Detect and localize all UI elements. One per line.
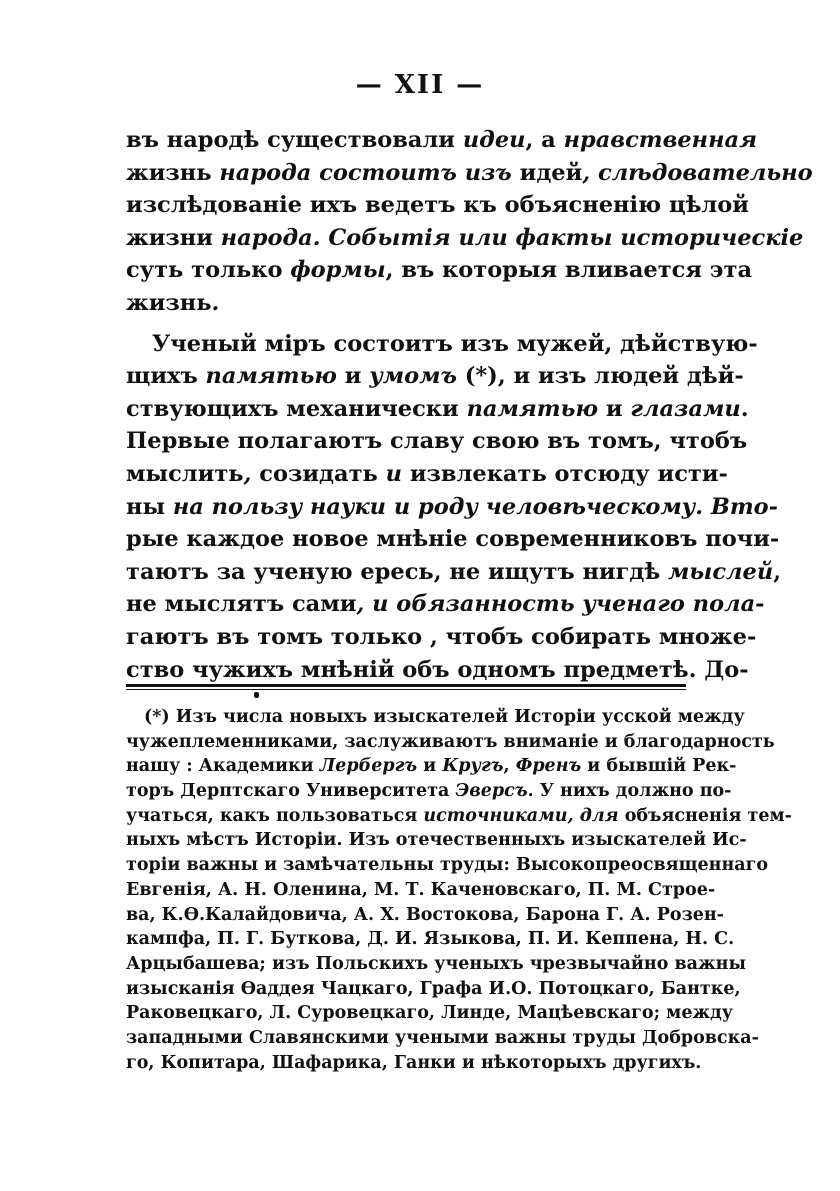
body-line bbox=[126, 458, 728, 491]
text-segment: чужеплеменниками, заслуживаютъ вниманіе и благодарность bbox=[126, 731, 775, 752]
body-line bbox=[126, 556, 782, 589]
footnote-line bbox=[126, 828, 747, 853]
text-segment: ныхъ мѣстъ Исторіи. Изъ отечественныхъ изыскателей Ис- bbox=[126, 830, 747, 851]
footnote-line bbox=[126, 952, 746, 977]
text-segment: ва, К.Ө.Калайдовича, А. Х. Востокова, Барона Г. А. Розен- bbox=[126, 904, 724, 925]
italic-text: Френъ bbox=[515, 756, 582, 777]
text-segment: , bbox=[503, 756, 516, 777]
text-segment: изслѣдованіе ихъ ведетъ къ объясненію цѣлой bbox=[126, 192, 749, 219]
text-segment: Раковецкаго, Л. Суровецкаго, Линде, Мацѣевскаго; между bbox=[126, 1003, 734, 1024]
text-segment: Ученый міръ состоитъ изъ мужей, дѣйствую- bbox=[152, 330, 758, 357]
text-segment: нашу : Академики bbox=[126, 756, 320, 777]
footnote-line bbox=[126, 730, 775, 755]
footnote bbox=[126, 705, 792, 1075]
text-segment: Евгенія, А. Н. Оленина, М. Т. Каченовскаго, П. М. Строе- bbox=[126, 879, 716, 900]
page-number: — XII — bbox=[355, 70, 485, 100]
text-segment: идей bbox=[519, 159, 583, 186]
footnote-line bbox=[126, 705, 745, 730]
text-segment: жизнь bbox=[126, 289, 212, 316]
text-segment: , bbox=[773, 558, 782, 585]
text-segment: ны bbox=[126, 493, 166, 520]
body-line bbox=[126, 588, 765, 621]
text-segment: , въ которыя вливается эта bbox=[385, 257, 753, 284]
text-segment: таютъ за ученую ересь, не ищутъ нигдѣ bbox=[126, 558, 669, 585]
text-segment: , а bbox=[525, 127, 564, 153]
text-segment: западными Славянскими учеными важны труды Добровска- bbox=[126, 1027, 759, 1048]
body-line bbox=[126, 222, 804, 255]
italic-text: Кругъ bbox=[442, 756, 504, 777]
body-line bbox=[126, 328, 758, 361]
text-segment: Первые полагаютъ славу свою въ томъ, чтобъ bbox=[126, 428, 748, 455]
italic-text: нравственная bbox=[563, 127, 757, 153]
divider-mark bbox=[254, 692, 259, 698]
text-segment: го, Копитара, Шафарика, Ганки и нѣкоторыхъ другихъ. bbox=[126, 1052, 702, 1073]
text-segment: торіи важны и замѣчательны труды: Высокопреосвященнаго bbox=[126, 855, 768, 876]
text-segment: созидать bbox=[259, 460, 378, 487]
text-segment: рые каждое новое мнѣніе современниковъ почи- bbox=[126, 526, 780, 553]
body-line bbox=[126, 523, 780, 556]
text-segment: . У нихъ должно по- bbox=[527, 781, 732, 802]
main-text bbox=[126, 124, 813, 686]
italic-text: умомъ bbox=[369, 363, 457, 390]
text-segment: и bbox=[597, 395, 631, 422]
body-line bbox=[126, 157, 813, 190]
text-segment: въ народѣ существовали bbox=[126, 127, 463, 153]
text-segment: учаться, какъ пользоваться bbox=[126, 805, 424, 826]
italic-text: , bbox=[243, 460, 260, 487]
text-segment: ствующихъ механически bbox=[126, 395, 467, 422]
body-line bbox=[126, 124, 757, 157]
italic-text: мыслей bbox=[668, 558, 774, 585]
italic-text: народа состоитъ изъ bbox=[211, 159, 520, 186]
italic-text: памятью bbox=[205, 363, 337, 390]
text-segment: изысканія Өаддея Чацкаго, Графа И.О. Потоцкаго, Бантке, bbox=[126, 978, 741, 999]
text-segment: и bbox=[417, 756, 443, 777]
italic-text: Лербергъ bbox=[319, 756, 418, 777]
italic-text: , слѣдовательно bbox=[582, 159, 813, 186]
text-segment: и бывшій Рек- bbox=[581, 756, 737, 777]
body-line bbox=[126, 360, 744, 393]
italic-text: формы bbox=[290, 257, 386, 284]
italic-text: и bbox=[377, 460, 410, 487]
text-segment: (*) Изъ числа новыхъ изыскателей Исторіи усской между bbox=[144, 707, 745, 727]
text-segment: жизнь bbox=[126, 159, 212, 186]
text-segment: не мыслятъ сами bbox=[126, 591, 357, 618]
italic-text: источниками, для bbox=[423, 805, 619, 826]
footnote-line bbox=[126, 754, 737, 779]
text-segment: и bbox=[336, 363, 370, 390]
footnote-line bbox=[126, 977, 741, 1002]
footnote-line bbox=[126, 1001, 734, 1026]
body-line bbox=[126, 425, 748, 458]
footnote-line bbox=[126, 804, 792, 829]
text-segment: гаютъ въ томъ только , чтобъ собирать множе- bbox=[126, 623, 757, 650]
body-line bbox=[126, 254, 753, 287]
footnote-line bbox=[126, 878, 716, 903]
italic-text: глазами bbox=[630, 395, 741, 422]
text-segment: торъ Дерптскаго Университета bbox=[126, 781, 456, 802]
text-segment: объясненія тем- bbox=[618, 805, 792, 826]
footnote-line bbox=[126, 1051, 702, 1076]
footnote-line bbox=[126, 927, 735, 952]
italic-text: на пользу науки и роду человѣческому. Вто- bbox=[165, 493, 779, 520]
body-line bbox=[126, 189, 749, 222]
footnote-line bbox=[126, 903, 724, 928]
text-segment: жизни bbox=[126, 224, 213, 251]
text-segment: ство чужихъ мнѣній объ одномъ предметѣ. До- bbox=[126, 656, 749, 683]
italic-text: , и обязанность ученаго пола- bbox=[356, 591, 765, 618]
text-segment: суть только bbox=[126, 257, 291, 284]
text-segment: щихъ bbox=[126, 363, 206, 390]
footnote-line bbox=[126, 779, 732, 804]
body-line bbox=[126, 393, 749, 426]
body-line bbox=[126, 621, 757, 654]
footnote-line bbox=[126, 853, 768, 878]
text-segment: мыслить bbox=[126, 460, 244, 487]
italic-text: идеи bbox=[462, 127, 526, 153]
text-segment: извлекать отсюду исти- bbox=[409, 460, 728, 487]
footnote-divider bbox=[126, 684, 686, 690]
italic-text: народа. Событія или факты историческіе bbox=[212, 224, 804, 251]
footnote-line bbox=[126, 1026, 759, 1051]
text-segment: . bbox=[740, 395, 749, 422]
italic-text: . bbox=[211, 289, 220, 316]
italic-text: памятью bbox=[466, 395, 598, 422]
italic-text: Эверсъ bbox=[455, 781, 528, 802]
text-segment: кампфа, П. Г. Буткова, Д. И. Языкова, П. И. Кеппена, Н. С. bbox=[126, 929, 735, 950]
body-line bbox=[126, 287, 694, 320]
text-segment: (*), и изъ людей дѣй- bbox=[456, 363, 744, 390]
body-line bbox=[126, 654, 749, 687]
body-line bbox=[126, 491, 779, 524]
text-segment: Арцыбашева; изъ Польскихъ ученыхъ чрезвычайно важны bbox=[126, 953, 746, 974]
